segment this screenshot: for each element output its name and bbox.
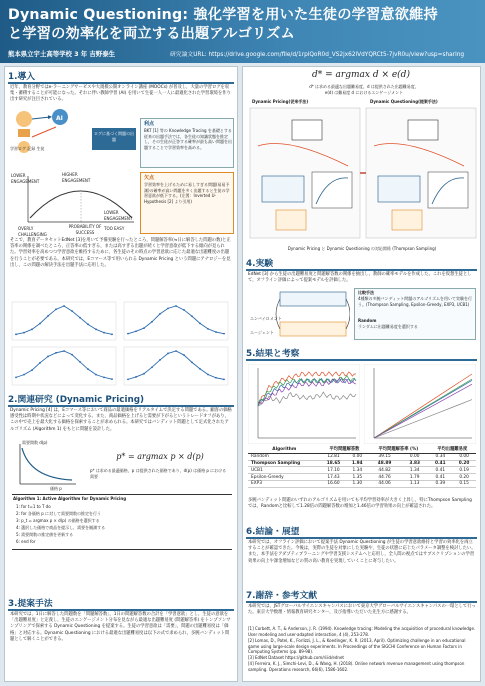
mini-chart-point bbox=[55, 308, 57, 310]
acknowledgement-paragraph: 本研究では，JSTグローバルサイエンスキャンパスにおいて東京大学グローバルサイエンスキャンパスの一環として行った。東京大学数理・情報教育研究センター，及び指導いただいた先生方に感謝する。 bbox=[248, 604, 476, 616]
table-cell: 18.65 bbox=[321, 460, 347, 467]
table-cell: 44.76 bbox=[368, 474, 401, 481]
mini-chart-point bbox=[55, 352, 57, 354]
mini-chart-point bbox=[87, 368, 89, 370]
related-paragraph: Dynamic Pricing [4] は，Eコマース等において商品の最適価格をリアルタイムで決定する問題である。顧客の価格感受性は時期や状況などによって変化する。また，商品価格を上げると需要が下がるというトレードオフがあり，この中で売上を最大化する価格を探索することが求められる。本研究ではバンディット問題として定式化されたアルゴリズム (Algorithm 1) をもとに問題を設計した。 bbox=[10, 408, 232, 432]
agent-label: エージェント bbox=[250, 330, 274, 335]
mini-chart-point bbox=[143, 373, 145, 375]
table-cell: Thompson Sampling bbox=[248, 460, 321, 467]
random-text: ランダムに出題難易度を選択する bbox=[358, 324, 418, 329]
section-conclusion-heading: 6.結論・展望 bbox=[246, 527, 300, 537]
mini-chart-frame bbox=[12, 347, 116, 385]
mini-chart-point bbox=[87, 323, 89, 325]
mini-chart-point bbox=[151, 321, 153, 323]
proposal-paragraph: 本研究では，1日に解答した問題数を「問題解答数」，1日の問題解答数の合計を「学習意欲」とし，生徒の意欲を「出題難易度」と定義し，生徒のエンゲージメント分布を見ながら最適な出題難易度 (問題解答率) をトンプソンサンプリングで探索する Dynamic Questioning を提案する。生徒の学習意欲は「需要」，問題の出題難易度は「価格」と対応する。Dynamic Questioning における最適な出題難易度は以下の式で求められ，多腕バンディット問題として解くことができる。 bbox=[10, 612, 231, 642]
pricing-formula-desc: p* は求める最適価格，p は提供された価格であり，d(p) は価格 p における需要 bbox=[90, 468, 227, 479]
conclusion-paragraph: 本研究では，オフライン評価において提案手法 Dynamic Questioning が生徒の学習意欲維持と学習の効率化を両立することが確認できた。今後は，実際の生徒を対象にした実験や，生徒の状態に応じたパラメータ調整を検討したい。また，本手法をアダプティブラーニングや学習支援システムへと応用し，全人間の視点ではサブスクリプションの学習効果の向上や課金増加などの質の高い教育を実現していくことに寄与したい。 bbox=[248, 540, 476, 564]
pricing-vs-questioning-diagram bbox=[248, 106, 478, 244]
mini-chart-point bbox=[191, 361, 193, 363]
results-paragraph: 多腕バンディット問題のいずれのアルゴリズムを用いても平均学習効率が大きく上昇し，特にThompson Samplingでは，Randomと比較して1.28倍の問題解答数の増加と1.46倍の学習効果の向上が確認された。 bbox=[248, 498, 472, 510]
mini-chart-frame bbox=[124, 347, 228, 385]
table-cell: 1.34 bbox=[401, 467, 429, 474]
section-results-heading: 5.結果と考察 bbox=[246, 349, 300, 359]
reference-item: [2] Lomas, D., Patel, K., Forlizzi, J. L., & Koedinger, K. R. (2013, April). Optimizing challenge in an educational game using large-scale design experiments. In Proceedings of the SIGCHI Conference on Human Factors in Computing Systems (pp. 89-98). bbox=[248, 638, 466, 655]
table-cell: 0.20 bbox=[452, 474, 476, 481]
fig-label-log bbox=[10, 146, 90, 152]
title-line-2: と学習の効率化を両立する出題アルゴリズム bbox=[8, 26, 295, 42]
section-divider bbox=[8, 82, 234, 84]
algorithm-box bbox=[12, 494, 232, 550]
issue-box-title: 欠点 bbox=[144, 175, 155, 181]
section-divider bbox=[246, 269, 477, 271]
mini-chart-point bbox=[167, 307, 169, 309]
mini-chart-point bbox=[15, 376, 17, 378]
table-cell: Random bbox=[248, 453, 321, 460]
mini-chart-point bbox=[103, 332, 105, 334]
paper-url-link[interactable]: https://drive.google.com/file/d/1rplQoR0d_VS2jx62lVdYQRCt5-7jvR0u/view?usp=sharing bbox=[208, 52, 465, 58]
author: 熊本県立宇土高等学校 3 年 吉野泰生 bbox=[8, 50, 115, 58]
paper-url-label: 研究論文URL: bbox=[170, 52, 207, 58]
mini-chart-frame bbox=[124, 302, 228, 340]
table-cell: 0.41 bbox=[428, 474, 452, 481]
mini-chart-point bbox=[207, 328, 209, 330]
table-row bbox=[248, 467, 476, 474]
mini-chart-point bbox=[223, 333, 225, 335]
mini-chart-point bbox=[215, 331, 217, 333]
table-cell: 0.19 bbox=[452, 467, 476, 474]
mini-chart-point bbox=[159, 359, 161, 361]
table-cell: Epsilon-Greedy bbox=[248, 474, 321, 481]
mini-chart-point bbox=[79, 361, 81, 363]
diagram-right-title: Dynamic Questioning(提案手法) bbox=[370, 99, 438, 104]
table-cell: 0.41 bbox=[428, 467, 452, 474]
reference-item: [4] Ferreira, K. J., Simchi-Levi, D., & Wang, H. (2018). Online network revenue management using thompson sampling. Operations research, 66(6), 1586-1602. bbox=[248, 661, 465, 672]
curve-bottom-left: OVERLY CHALLENGING bbox=[18, 226, 47, 237]
reference-item: [3] EdNet Dataset https://github.com/riiid/ednet bbox=[248, 655, 344, 660]
table-cell: 44.82 bbox=[368, 467, 401, 474]
mini-chart-point bbox=[47, 356, 49, 358]
mini-chart-point bbox=[31, 328, 33, 330]
results-chart-frame bbox=[364, 364, 476, 444]
table-cell: 17.10 bbox=[321, 467, 347, 474]
mini-chart-point bbox=[127, 378, 129, 380]
curve-x-label: PROBABILITY OF SUCCESS bbox=[68, 224, 102, 235]
table-cell: 0.15 bbox=[452, 480, 476, 487]
mini-chart-point bbox=[135, 330, 137, 332]
pricing-formula: p* = argmax p × d(p) bbox=[116, 452, 204, 461]
table-cell: 16.60 bbox=[321, 480, 347, 487]
mini-chart-frame bbox=[12, 302, 116, 340]
mini-chart-point bbox=[103, 376, 105, 378]
algorithm-title: Algorithm 1: Active Algorithm for Dynamic Pricing bbox=[13, 496, 127, 501]
table-cell: 1.13 bbox=[401, 480, 429, 487]
kt-box-text: BKT [1] 等の Knowledge Tracing を基礎とする従来の出題手法では，各生徒の知識状態を推定し，その生徒が正答する確率が最も高い問題を出題することで学習効率を高める。 bbox=[144, 128, 232, 150]
engagement-mini-charts bbox=[10, 300, 232, 390]
table-cell: 1.35 bbox=[346, 474, 368, 481]
mini-chart-point bbox=[223, 378, 225, 380]
section-divider bbox=[8, 609, 234, 611]
curve-top-label: HIGHER ENGAGEMENT bbox=[62, 172, 91, 183]
table-cell: 0.00 bbox=[452, 453, 476, 460]
mini-chart-point bbox=[71, 354, 73, 356]
table-cell: 3.83 bbox=[401, 460, 429, 467]
compare-title: 比較手法 bbox=[358, 290, 374, 295]
col-header: 平均問題解答率 (%) bbox=[368, 446, 428, 453]
table-cell: 0.41 bbox=[428, 460, 452, 467]
mini-chart-point bbox=[63, 305, 65, 307]
table-row bbox=[248, 480, 476, 487]
table-cell: 1.94 bbox=[346, 460, 368, 467]
mini-chart-point bbox=[23, 374, 25, 376]
mini-chart-point bbox=[79, 317, 81, 319]
mini-chart-point bbox=[135, 376, 137, 378]
table-cell: UCB1 bbox=[248, 467, 321, 474]
proposal-formula-desc1: d* は求める最適な出題難易度，d は提供された出題難易度， bbox=[309, 84, 419, 89]
compare-text: 4種類の多腕バンディット問題のアルゴリズムを用いて実験を行う。(Thompson Sampling, Epsilon-Greedy, EXP3, UCB1) bbox=[358, 296, 472, 307]
diagram-caption: Dynamic Pricing と Dynamic Questioning の対応関係 (Thompson Sampling) bbox=[287, 246, 437, 251]
mini-chart-point bbox=[95, 374, 97, 376]
proposal-formula: d* = argmax d × e(d) bbox=[312, 70, 410, 80]
intro-paragraph-1: 近年，教育分野ではe-ラーニングサービスや大規模公開オンライン講座 (MOOCs) が普及し，大量の学習ログを収集・蓄積することが可能になった。それに伴い教師学習 (AI) を用いて生徒一人一人に最適化された学習環境を作り出す研究が注目されている。 bbox=[10, 85, 231, 103]
table-cell: 1.30 bbox=[346, 480, 368, 487]
algorithm-line: 1: for t=1 to T do bbox=[16, 504, 51, 509]
mini-chart-point bbox=[23, 332, 25, 334]
svg-text:AI: AI bbox=[56, 115, 63, 122]
table-cell: 0.00 bbox=[346, 453, 368, 460]
table-cell: 39.15 bbox=[368, 453, 401, 460]
mini-chart-point bbox=[183, 309, 185, 311]
algorithm-line: 4: 選択した価格で商品を提示し，需要を観測する bbox=[16, 525, 106, 530]
algorithm-line: 6: end for bbox=[16, 539, 36, 544]
demand-ylabel: 需要関数 d(p) bbox=[22, 440, 48, 445]
intro-paragraph-2: そこで，教育データセットEdNet [3]を用いて予備実験を行ったところ，問題解答率(≒日に解答した問題の数)と正答率の関係を調べたところ，正答率の低すぎる，または高すぎる出題が続くと学習意欲が低下する傾向が見られた。学習効率を高めつつ学習意欲を維持するために，各生徒のその時点の学習意欲に応じた最適な出題難度の出題を行うことが必要である。本研究では，Eコマース等で用いられる Dynamic Pricing という問題にアナロジーを見出し，この問題の解決手法を出題手法に応用した。 bbox=[10, 238, 231, 268]
mini-chart-point bbox=[167, 353, 169, 355]
mini-chart-point bbox=[159, 313, 161, 315]
poster-header bbox=[0, 0, 485, 63]
mini-chart-point bbox=[175, 350, 177, 352]
section-experiment-heading: 4.実験 bbox=[246, 259, 274, 269]
table-cell: 0.00 bbox=[401, 453, 429, 460]
diagram-left-title: Dynamic Pricing(従来手法) bbox=[252, 99, 309, 104]
algorithm-line: 2: for 各価格 p に対して需要関数の推定を行う bbox=[16, 511, 102, 516]
table-row bbox=[248, 460, 476, 467]
mini-chart-point bbox=[47, 315, 49, 317]
question-box-label: ログに基づく問題の出題 bbox=[94, 131, 134, 142]
col-header: 平均出題難易度 bbox=[428, 446, 476, 453]
table-cell: 1.79 bbox=[401, 474, 429, 481]
section-references-heading: 7.謝辞・参考文献 bbox=[246, 591, 318, 601]
table-row bbox=[248, 474, 476, 481]
section-divider bbox=[246, 601, 477, 603]
table-cell: 1.34 bbox=[346, 467, 368, 474]
table-cell: 17.43 bbox=[321, 474, 347, 481]
mini-chart-point bbox=[175, 305, 177, 307]
section-proposal-heading: 3.提案手法 bbox=[8, 599, 53, 609]
mini-chart-point bbox=[143, 327, 145, 329]
mini-chart-point bbox=[199, 322, 201, 324]
poster-title bbox=[8, 6, 478, 44]
mini-chart-point bbox=[183, 354, 185, 356]
paper-url[interactable] bbox=[170, 49, 464, 58]
mini-chart-point bbox=[39, 323, 41, 325]
answer-count-chart bbox=[248, 364, 360, 444]
mini-chart-point bbox=[199, 368, 201, 370]
issue-box-text: 学習効率を上げるために易しすぎる問題(易易予測)の確率が高い問題を多く出題すると生徒の学習意欲が低下する。(左図：Inverted U-Hypothesis [2] より引用) bbox=[144, 182, 230, 204]
table-cell: 0.20 bbox=[452, 460, 476, 467]
mini-chart-point bbox=[191, 315, 193, 317]
results-chart-frame bbox=[248, 364, 360, 444]
section-intro-heading: 1.導入 bbox=[8, 72, 36, 82]
mini-chart-point bbox=[15, 333, 17, 335]
table-cell: 0.39 bbox=[428, 480, 452, 487]
experiment-paragraph: EdNet [3] から生徒の出題難易度と問題解答数の関係を抽出し，教師の確率モデルを作成した。これを仮想生徒として，オフライン評価によって提案モデルを評価した。 bbox=[248, 272, 472, 284]
fig-label-0: 学習ログ bbox=[10, 146, 26, 151]
curve-right-label: LOWER ENGAGEMENT bbox=[104, 210, 133, 221]
compare-box bbox=[354, 288, 476, 340]
mini-chart-point bbox=[95, 328, 97, 330]
col-header: 平均問題解答数 bbox=[321, 446, 369, 453]
question-box bbox=[92, 128, 136, 150]
section-related-heading: 2.関連研究 (Dynamic Pricing) bbox=[8, 395, 145, 405]
mini-chart-point bbox=[207, 374, 209, 376]
random-title: Random bbox=[358, 318, 377, 323]
table-cell: 0.34 bbox=[428, 453, 452, 460]
issue-box bbox=[140, 172, 234, 234]
section-divider bbox=[8, 405, 234, 407]
reference-item: [1] Corbett, A. T., & Anderson, J. R. (1994). Knowledge tracing: Modeling the acquisition of procedural knowledge. User modeling and user-adapted interaction, 4 (4), 253-278. bbox=[248, 626, 476, 637]
mini-chart-point bbox=[127, 333, 129, 335]
mini-chart-point bbox=[39, 362, 41, 364]
mini-chart-point bbox=[63, 350, 65, 352]
fig-label-5: 生徒 bbox=[36, 146, 45, 151]
table-cell: EXP3 bbox=[248, 480, 321, 487]
results-header-row bbox=[248, 446, 476, 453]
title-line-1: Dynamic Questioning: 強化学習を用いた生徒の学習意欲維持 bbox=[8, 7, 438, 23]
mini-chart-point bbox=[111, 333, 113, 335]
section-divider bbox=[246, 537, 477, 539]
mini-chart-point bbox=[151, 366, 153, 368]
fig-label-1: 記録 bbox=[27, 146, 36, 151]
table-cell: 12.81 bbox=[321, 453, 347, 460]
mini-chart-point bbox=[31, 369, 33, 371]
mini-chart-point bbox=[215, 377, 217, 379]
table-row bbox=[248, 453, 476, 460]
algorithm-line: 5: 需要関数の推定値を更新する bbox=[16, 532, 74, 537]
demand-xlabel: 価格 p bbox=[50, 486, 62, 491]
results-table bbox=[248, 446, 476, 488]
kt-box-title: 利点 bbox=[144, 121, 155, 127]
mini-chart-point bbox=[111, 378, 113, 380]
kt-box bbox=[140, 118, 234, 168]
env-label: エンバイロメント bbox=[250, 316, 282, 321]
table-cell: 44.06 bbox=[368, 480, 401, 487]
demand-function-chart bbox=[14, 440, 78, 490]
curve-top-left-label: LOWER ENGAGEMENT bbox=[11, 173, 40, 184]
table-cell: 48.89 bbox=[368, 460, 401, 467]
proposal-formula-desc2: e(d) は難易度 d におけるエンゲージメント bbox=[324, 90, 404, 95]
mini-chart-point bbox=[71, 310, 73, 312]
cumulative-learning-chart bbox=[364, 364, 476, 444]
curve-bottom-right: TOO EASY bbox=[104, 226, 125, 231]
section-divider bbox=[246, 359, 477, 361]
algorithm-line: 3: p_t = argmax p × d(p) の価格を選択する bbox=[16, 518, 100, 523]
col-header: Algorithm bbox=[248, 446, 321, 453]
